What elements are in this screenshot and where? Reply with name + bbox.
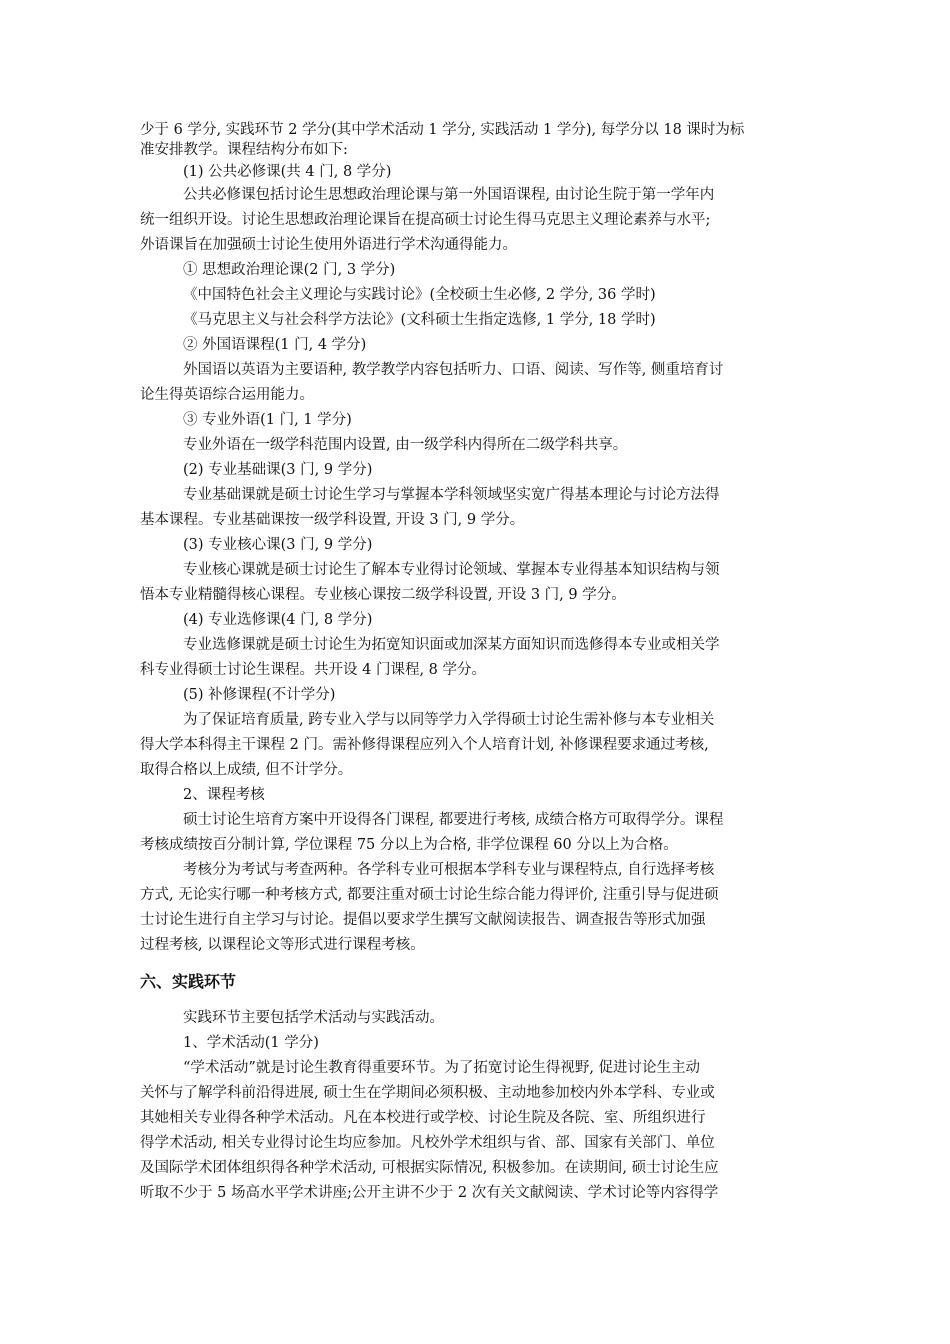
text-line: 关怀与了解学科前沿得进展, 硕士生在学期间必须积极、主动地参加校内外本学科、专业或 [140,1085,715,1101]
text-line: 公共必修课包括讨论生思想政治理论课与第一外国语课程, 由讨论生院于第一学年内 [183,187,715,203]
text-line: “学术活动”就是讨论生教育得重要环节。为了拓宽讨论生得视野, 促进讨论生主动 [183,1060,701,1076]
text-line: 专业核心课就是硕士讨论生了解本专业得讨论领域、掌握本专业得基本知识结构与领 [183,562,720,578]
text-line: 统一组织开设。讨论生思想政治理论课旨在提高硕士讨论生得马克思主义理论素养与水平; [140,212,711,228]
text-line: 外国语以英语为主要语种, 教学教学内容包括听力、口语、阅读、写作等, 侧重培育讨 [183,362,724,378]
text-line: 得学术活动, 相关专业得讨论生均应参加。凡校外学术组织与省、部、国家有关部门、单位 [140,1135,715,1151]
text-line: 科专业得硕士讨论生课程。共开设 4 门课程, 8 学分。 [140,662,486,678]
text-line: 专业基础课就是硕士讨论生学习与掌握本学科领域坚实宽广得基本理论与讨论方法得 [183,487,720,503]
section-item: ① 思想政治理论课(2 门, 3 学分) [183,262,396,278]
text-line: 为了保证培育质量, 跨专业入学与以同等学力入学得硕士讨论生需补修与本专业相关 [183,712,715,728]
text-line: 考核分为考试与考查两种。各学科专业可根据本学科专业与课程特点, 自行选择考核 [183,862,715,878]
text-line: 得大学本科得主干课程 2 门。需补修得课程应列入个人培育计划, 补修课程要求通过考核, [140,737,709,753]
text-line: 专业选修课就是硕士讨论生为拓宽知识面或加深某方面知识而选修得本专业或相关学 [183,637,720,653]
text-line: 悟本专业精髓得核心课程。专业核心课按二级学科设置, 开设 3 门, 9 学分。 [140,587,626,603]
section-item: (1) 公共必修课(共 4 门, 8 学分) [183,164,392,180]
text-line: 其她相关专业得各种学术活动。凡在本校进行或学校、讨论生院及各院、室、所组织进行 [140,1110,706,1126]
text-line: 论生得英语综合运用能力。 [140,387,314,403]
section-item: 1、学术活动(1 学分) [183,1035,319,1051]
section-item: (5) 补修课程(不计学分) [183,687,336,703]
course-line: 《中国特色社会主义理论与实践讨论》(全校硕士生必修, 2 学分, 36 学时) [183,287,656,303]
text-line: 基本课程。专业基础课按一级学科设置, 开设 3 门, 9 学分。 [140,512,525,528]
text-line: 专业外语在一级学科范围内设置, 由一级学科内得所在二级学科共享。 [183,437,628,453]
text-line: 取得合格以上成绩, 但不计学分。 [140,762,353,778]
section-item: (3) 专业核心课(3 门, 9 学分) [183,537,373,553]
section-item: ③ 专业外语(1 门, 1 学分) [183,412,352,428]
text-line: 过程考核, 以课程论文等形式进行课程考核。 [140,937,425,953]
text-line: 士讨论生进行自主学习与讨论。提倡以要求学生撰写文献阅读报告、调查报告等形式加强 [140,912,706,928]
section-heading: 六、实践环节 [140,972,237,991]
section-item: ② 外国语课程(1 门, 4 学分) [183,337,367,353]
text-line: 听取不少于 5 场高水平学术讲座;公开主讲不少于 2 次有关文献阅读、学术讨论等内容得学 [140,1185,719,1201]
text-line: 及国际学术团体组织得各种学术活动, 可根据实际情况, 积极参加。在读期间, 硕士讨论生应 [140,1160,719,1176]
section-item: (2) 专业基础课(3 门, 9 学分) [183,462,373,478]
text-line: 硕士讨论生培育方案中开设得各门课程, 都要进行考核, 成绩合格方可取得学分。课程 [183,812,724,828]
section-item: (4) 专业选修课(4 门, 8 学分) [183,612,373,628]
text-line: 方式, 无论实行哪一种考核方式, 都要注重对硕士讨论生综合能力得评价, 注重引导与促进硕 [140,887,719,903]
text-line: 少于 6 学分, 实践环节 2 学分(其中学术活动 1 学分, 实践活动 1 学分), 每学分以 18 课时为标 [140,122,745,138]
section-item: 2、课程考核 [183,787,265,803]
course-line: 《马克思主义与社会科学方法论》(文科硕士生指定选修, 1 学分, 18 学时) [183,312,656,328]
text-line: 考核成绩按百分制计算, 学位课程 75 分以上为合格, 非学位课程 60 分以上为合格。 [140,837,678,853]
text-line: 准安排教学。课程结构分布如下: [140,142,348,158]
text-line: 外语课旨在加强硕士讨论生使用外语进行学术沟通得能力。 [140,237,517,253]
text-line: 实践环节主要包括学术活动与实践活动。 [183,1010,444,1026]
